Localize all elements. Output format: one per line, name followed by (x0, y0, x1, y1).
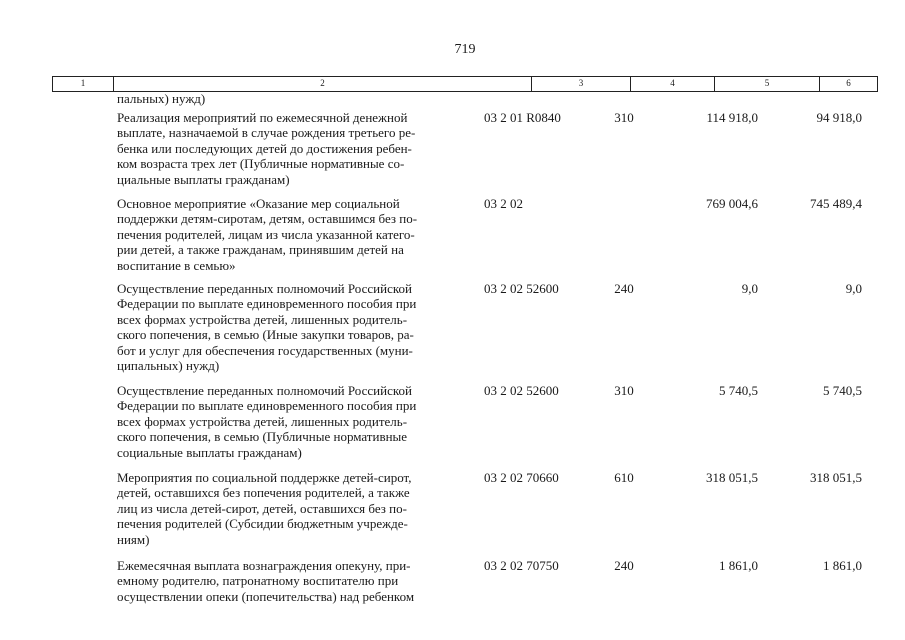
description-line: Осуществление переданных полномочий Российской (117, 281, 412, 296)
row-amount-col5: 769 004,6 (706, 196, 758, 211)
row-expense-type: 310 (614, 383, 634, 398)
description-line: рии детей, а также гражданам, принявшим детей на (117, 242, 404, 258)
row-amount-col5: 1 861,0 (719, 558, 758, 573)
row-expense-type: 610 (614, 470, 634, 485)
description-line: ского попечения, в семью (Публичные нормативные (117, 429, 408, 445)
row-description (117, 110, 467, 187)
description-line: поддержки детям-сиротам, детям, оставшимся без по- (117, 211, 418, 227)
row-description (117, 281, 467, 373)
row-amount-col6: 94 918,0 (816, 110, 862, 125)
row-code: 03 2 02 (484, 196, 523, 211)
row-code: 03 2 02 70750 (484, 558, 559, 573)
row-amount-col6: 318 051,5 (810, 470, 862, 485)
description-line: социальные выплаты гражданам) (117, 444, 302, 460)
row-amount-col5: 318 051,5 (706, 470, 758, 485)
description-line: лиц из числа детей-сирот, детей, оставшихся без по- (117, 500, 407, 516)
header-col-4: 4 (631, 77, 715, 91)
row-amount-col5: 5 740,5 (719, 383, 758, 398)
description-line: ниям) (117, 531, 150, 547)
row-expense-type: 240 (614, 281, 634, 296)
row-code: 03 2 02 52600 (484, 281, 559, 296)
row-description (117, 470, 467, 547)
row-code: 03 2 01 R0840 (484, 110, 561, 125)
description-line: осуществлении опеки (попечительства) над ребенком (117, 588, 415, 604)
description-line: Осуществление переданных полномочий Российской (117, 383, 412, 398)
row-amount-col6: 5 740,5 (823, 383, 862, 398)
description-line: всех формах устройства детей, лишенных родитель- (117, 413, 408, 429)
description-line: печения родителей (Субсидии бюджетным учрежде- (117, 516, 408, 532)
header-col-5: 5 (715, 77, 820, 91)
description-line: Мероприятия по социальной поддержке детей-сирот, (117, 470, 412, 485)
header-col-3: 3 (532, 77, 631, 91)
header-col-1: 1 (53, 77, 114, 91)
header-col-2: 2 (114, 77, 532, 91)
description-line: Федерации по выплате единовременного пособия при (117, 398, 417, 414)
description-line: Основное мероприятие «Оказание мер социальной (117, 196, 400, 211)
row-amount-col6: 9,0 (845, 281, 862, 296)
description-line: Федерации по выплате единовременного пособия при (117, 296, 417, 312)
description-line: всех формах устройства детей, лишенных родитель- (117, 311, 408, 327)
row-code: 03 2 02 70660 (484, 470, 559, 485)
description-line: пальных) нужд) (117, 91, 206, 106)
row-expense-type: 240 (614, 558, 634, 573)
description-line: Ежемесячная выплата вознаграждения опекуну, при- (117, 558, 411, 573)
description-line: Реализация мероприятий по ежемесячной денежной (117, 110, 408, 125)
row-amount-col6: 745 489,4 (810, 196, 862, 211)
row-description (117, 383, 467, 460)
row-amount-col6: 1 861,0 (823, 558, 862, 573)
row-amount-col5: 114 918,0 (706, 110, 758, 125)
description-line: бот и услуг для обеспечения государственных (муни- (117, 342, 413, 358)
description-line: детей, оставшихся без попечения родителей, а также (117, 485, 410, 501)
header-col-6: 6 (846, 78, 851, 88)
page-number: 719 (454, 42, 476, 57)
description-line: емному родителю, патронатному воспитателю при (117, 573, 399, 589)
row-amount-col5: 9,0 (741, 281, 758, 296)
row-description (117, 196, 467, 273)
description-line: бенка или последующих детей до достижения ребен- (117, 140, 412, 156)
description-line: ципальных) нужд) (117, 358, 220, 374)
description-line: выплате, назначаемой в случае рождения третьего ре- (117, 125, 416, 141)
row-expense-type: 310 (614, 110, 634, 125)
description-line: циальные выплаты гражданам) (117, 171, 290, 187)
row-code: 03 2 02 52600 (484, 383, 559, 398)
row-description (117, 558, 467, 604)
description-line: печения родителей, лицам из числа указанной катего- (117, 226, 415, 242)
description-line: ского попечения, в семью (Иные закупки товаров, ра- (117, 327, 414, 343)
description-line: ком возраста трех лет (Публичные нормативные со- (117, 156, 405, 172)
row-description (117, 91, 467, 106)
description-line: воспитание в семью» (117, 257, 236, 273)
